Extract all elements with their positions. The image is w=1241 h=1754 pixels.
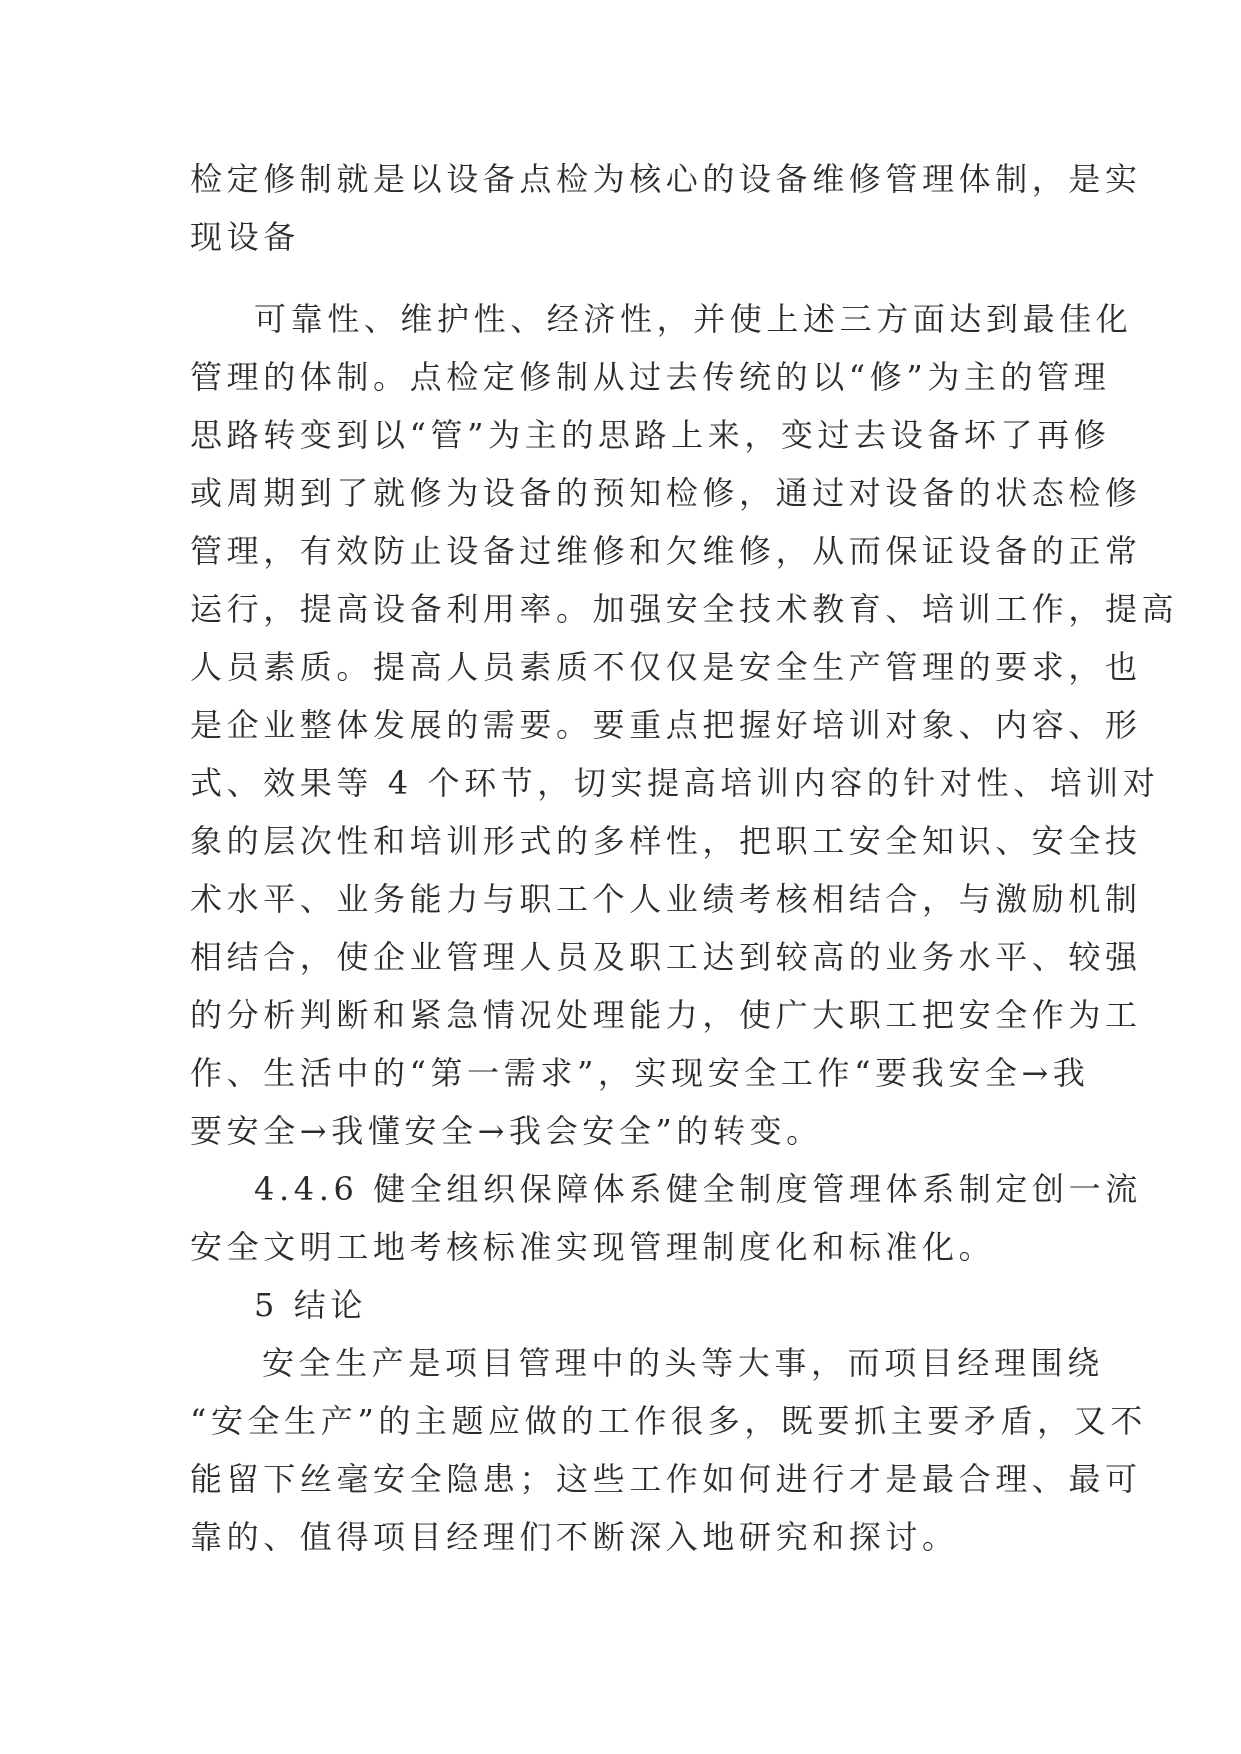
- text-line: 作、生活中的“第一需求”，实现安全工作“要我安全→我: [190, 1054, 1090, 1092]
- text-line: 现设备: [190, 218, 300, 256]
- text-line: 检定修制就是以设备点检为核心的设备维修管理体制，是实: [190, 160, 1142, 198]
- text-line: 管理，有效防止设备过维修和欠维修，从而保证设备的正常: [190, 532, 1142, 570]
- section-heading: 5 结论: [254, 1286, 367, 1324]
- text-line: 能留下丝毫安全隐患；这些工作如何进行才是最合理、最可: [190, 1460, 1142, 1498]
- text-line: 运行，提高设备利用率。加强安全技术教育、培训工作，提高: [190, 590, 1179, 628]
- text-line: 要安全→我懂安全→我会安全”的转变。: [190, 1112, 823, 1150]
- text-line: 管理的体制。点检定修制从过去传统的以“修”为主的管理: [190, 358, 1111, 396]
- text-line: 象的层次性和培训形式的多样性，把职工安全知识、安全技: [190, 822, 1142, 860]
- text-line: 可靠性、维护性、经济性，并使上述三方面达到最佳化: [254, 300, 1133, 338]
- text-line: “安全生产”的主题应做的工作很多，既要抓主要矛盾，又不: [190, 1402, 1147, 1440]
- document-body: [190, 150, 1179, 1566]
- text-line: 的分析判断和紧急情况处理能力，使广大职工把安全作为工: [190, 996, 1142, 1034]
- text-line: 术水平、业务能力与职工个人业绩考核相结合，与激励机制: [190, 880, 1142, 918]
- text-line: 相结合，使企业管理人员及职工达到较高的业务水平、较强: [190, 938, 1142, 976]
- text-line: 安全生产是项目管理中的头等大事，而项目经理围绕: [262, 1344, 1104, 1382]
- text-line: 靠的、值得项目经理们不断深入地研究和探讨。: [190, 1518, 959, 1556]
- text-line: 人员素质。提高人员素质不仅仅是安全生产管理的要求，也: [190, 648, 1142, 686]
- section-line: 4.4.6 健全组织保障体系健全制度管理体系制定创一流: [254, 1170, 1142, 1208]
- text-line: 是企业整体发展的需要。要重点把握好培训对象、内容、形: [190, 706, 1142, 744]
- text-line: 式、效果等 4 个环节，切实提高培训内容的针对性、培训对: [190, 764, 1160, 802]
- text-line: 思路转变到以“管”为主的思路上来，变过去设备坏了再修: [190, 416, 1111, 454]
- text-line: 或周期到了就修为设备的预知检修，通过对设备的状态检修: [190, 474, 1142, 512]
- text-line: 安全文明工地考核标准实现管理制度化和标准化。: [190, 1228, 996, 1266]
